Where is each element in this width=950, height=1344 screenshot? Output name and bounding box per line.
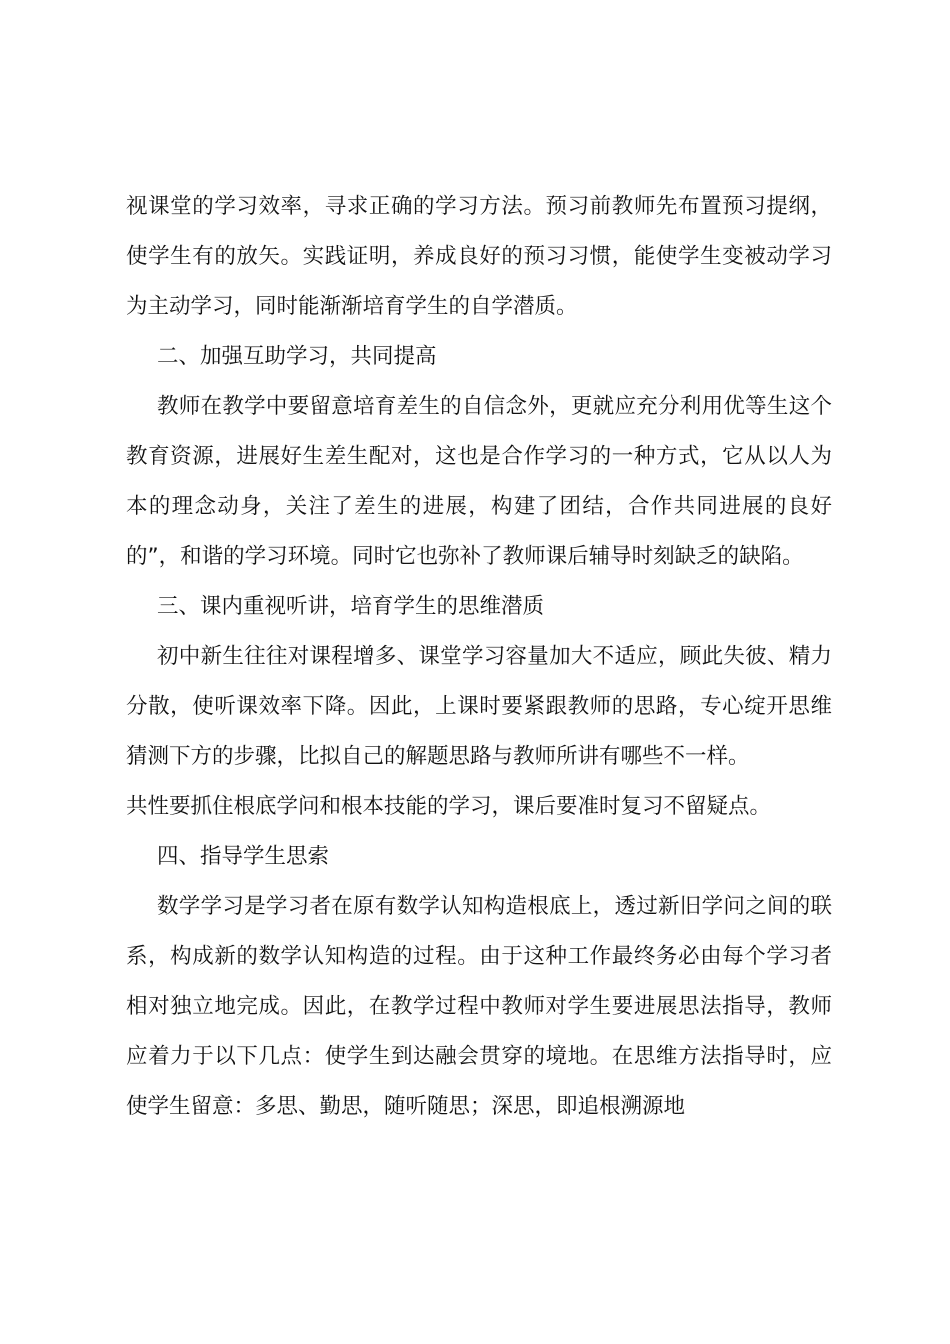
- paragraph-review: 共性要抓住根底学问和根本技能的学习，课后要准时复习不留疑点。: [126, 794, 772, 819]
- document-body: [126, 182, 832, 1132]
- paragraph-listening-thinking: 初中新生往往对课程增多、课堂学习容量加大不适应，顾此失彼、精力分散，使听课效率下降。因此，上课时要紧跟教师的思路，专心绽开思维猜测下方的步骤，比拟自己的解题思路与教师所讲有哪些不一样。: [126, 644, 832, 769]
- heading-listening-thinking: 三、课内重视听讲，培育学生的思维潜质: [157, 594, 545, 619]
- paragraph-study-efficiency: 视课堂的学习效率，寻求正确的学习方法。预习前教师先布置预习提纲，使学生有的放矢。实践证明，养成良好的预习习惯，能使学生变被动学习为主动学习，同时能渐渐培育学生的自学潜质。: [126, 194, 832, 319]
- paragraph-mutual-learning: 教师在教学中要留意培育差生的自信念外，更就应充分利用优等生这个教育资源，进展好生差生配对，这也是合作学习的一种方式，它从以人为本的理念动身，关注了差生的进展，构建了团结，合作共同进展的良好的”，和谐的学习环境。同时它也弥补了教师课后辅导时刻缺乏的缺陷。: [126, 394, 832, 569]
- paragraph-guide-thinking: 数学学习是学习者在原有数学认知构造根底上，透过新旧学问之间的联系，构成新的数学认知构造的过程。由于这种工作最终务必由每个学习者相对独立地完成。因此，在教学过程中教师对学生要进展思法指导，教师应着力于以下几点：使学生到达融会贯穿的境地。在思维方法指导时，应使学生留意：多思、勤思，随听随思；深思，即追根溯源地: [126, 894, 832, 1119]
- heading-guide-thinking: 四、指导学生思索: [157, 844, 330, 869]
- heading-mutual-learning: 二、加强互助学习，共同提高: [157, 344, 437, 369]
